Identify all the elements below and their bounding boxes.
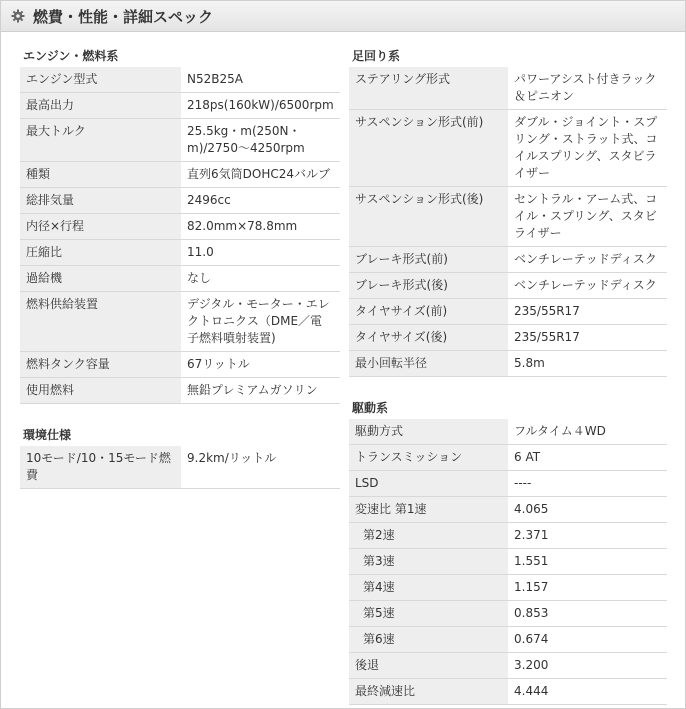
spec-value: パワーアシスト付きラック＆ピニオン [508, 67, 667, 110]
spec-value: ---- [508, 471, 667, 497]
engine-section-title: エンジン・燃料系 [23, 49, 119, 63]
suspension-section-title: 足回り系 [352, 49, 401, 63]
suspension-table [349, 67, 667, 377]
spec-value: ベンチレーテッドディスク [508, 273, 667, 299]
spec-value: ダブル・ジョイント・スプリング・ストラット式、コイルスプリング、スタビライザー [508, 110, 667, 187]
spec-row [349, 627, 667, 653]
spec-label: 第4速 [349, 575, 508, 601]
spec-row [20, 67, 340, 93]
spec-row [349, 419, 667, 445]
spec-label: 変速比 第1速 [349, 497, 508, 523]
spec-value: N52B25A [181, 67, 340, 93]
spec-label: 最小回転半径 [349, 351, 508, 377]
env-table [20, 446, 340, 489]
spec-row [349, 575, 667, 601]
spec-value: セントラル・アーム式、コイル・スプリング、スタビライザー [508, 187, 667, 247]
spec-value: 直列6気筒DOHC24バルブ [181, 162, 340, 188]
spec-label: 内径×行程 [20, 214, 181, 240]
spec-row [349, 471, 667, 497]
spec-value: 2496cc [181, 188, 340, 214]
spec-value: 25.5kg・m(250N・m)/2750〜4250rpm [181, 119, 340, 162]
spec-label: ステアリング形式 [349, 67, 508, 110]
spec-value: 11.0 [181, 240, 340, 266]
spec-row [20, 162, 340, 188]
spec-value: フルタイム４WD [508, 419, 667, 445]
spec-label: 第5速 [349, 601, 508, 627]
spec-label: 駆動方式 [349, 419, 508, 445]
spec-label: ブレーキ形式(前) [349, 247, 508, 273]
spec-value: 3.200 [508, 653, 667, 679]
spec-row [349, 497, 667, 523]
spec-label: 燃料タンク容量 [20, 352, 181, 378]
spec-label: 第3速 [349, 549, 508, 575]
spec-label: 10モード/10・15モード燃費 [20, 446, 181, 489]
spec-row [349, 601, 667, 627]
spec-value: 1.157 [508, 575, 667, 601]
spec-row [20, 188, 340, 214]
spec-label: サスペンション形式(前) [349, 110, 508, 187]
spec-row [349, 351, 667, 377]
spec-value: 235/55R17 [508, 299, 667, 325]
spec-value: デジタル・モーター・エレクトロニクス（DME／電子燃料噴射装置) [181, 292, 340, 352]
spec-row [20, 352, 340, 378]
panel-header [1, 1, 685, 32]
spec-label: トランスミッション [349, 445, 508, 471]
spec-label: 過給機 [20, 266, 181, 292]
spec-value: 4.065 [508, 497, 667, 523]
spec-label: 第6速 [349, 627, 508, 653]
env-section-title: 環境仕様 [23, 428, 72, 442]
spec-label: 最高出力 [20, 93, 181, 119]
spec-row [349, 653, 667, 679]
spec-value: 4.444 [508, 679, 667, 705]
spec-row [349, 549, 667, 575]
right-column [349, 45, 667, 705]
spec-value: 67リットル [181, 352, 340, 378]
spec-row [349, 679, 667, 705]
spec-label: 最終減速比 [349, 679, 508, 705]
spec-label: 総排気量 [20, 188, 181, 214]
spec-value: 0.674 [508, 627, 667, 653]
spec-value: 5.8m [508, 351, 667, 377]
spec-row [349, 325, 667, 351]
spec-row [349, 67, 667, 110]
spec-label: 燃料供給装置 [20, 292, 181, 352]
gear-icon [11, 9, 25, 23]
spec-value: 9.2km/リットル [181, 446, 340, 489]
spec-row [20, 378, 340, 404]
spec-label: サスペンション形式(後) [349, 187, 508, 247]
spec-label: 圧縮比 [20, 240, 181, 266]
spec-row [20, 214, 340, 240]
spec-label: 第2速 [349, 523, 508, 549]
spec-label: ブレーキ形式(後) [349, 273, 508, 299]
spec-label: 種類 [20, 162, 181, 188]
spec-label: 後退 [349, 653, 508, 679]
spec-value: 6 AT [508, 445, 667, 471]
spec-row [20, 93, 340, 119]
spec-label: LSD [349, 471, 508, 497]
spec-row [349, 273, 667, 299]
spec-value: 235/55R17 [508, 325, 667, 351]
spec-value: 1.551 [508, 549, 667, 575]
spec-value: 218ps(160kW)/6500rpm [181, 93, 340, 119]
spec-label: 使用燃料 [20, 378, 181, 404]
drive-section-title: 駆動系 [352, 401, 389, 415]
spec-label: エンジン型式 [20, 67, 181, 93]
spec-row [349, 445, 667, 471]
spec-value: 82.0mm×78.8mm [181, 214, 340, 240]
left-column [20, 45, 340, 489]
spec-label: 最大トルク [20, 119, 181, 162]
spec-row [349, 247, 667, 273]
spec-label: タイヤサイズ(前) [349, 299, 508, 325]
spec-row [349, 187, 667, 247]
spec-value: ベンチレーテッドディスク [508, 247, 667, 273]
spec-row [20, 446, 340, 489]
spec-value: 無鉛プレミアムガソリン [181, 378, 340, 404]
drive-table [349, 419, 667, 705]
spec-row [20, 119, 340, 162]
page-title: 燃費・性能・詳細スペック [33, 7, 214, 26]
engine-table [20, 67, 340, 404]
spec-row [349, 110, 667, 187]
spec-label: タイヤサイズ(後) [349, 325, 508, 351]
spec-row [20, 292, 340, 352]
spec-value: 2.371 [508, 523, 667, 549]
spec-value: なし [181, 266, 340, 292]
spec-row [20, 266, 340, 292]
spec-row [349, 299, 667, 325]
spec-row [20, 240, 340, 266]
spec-row [349, 523, 667, 549]
spec-value: 0.853 [508, 601, 667, 627]
